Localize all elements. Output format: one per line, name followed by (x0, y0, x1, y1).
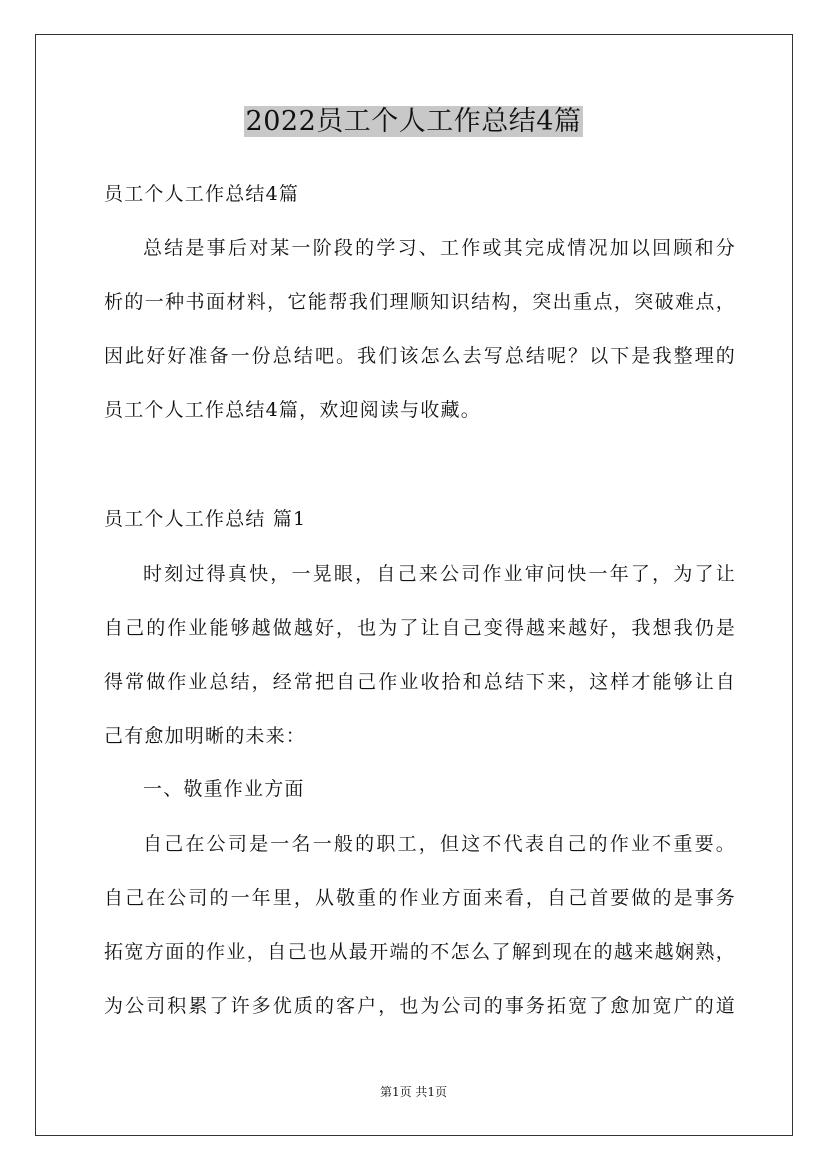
paragraph-line: 自己的作业能够越做越好，也为了让自己变得越来越好，我想我仍是 (104, 617, 736, 639)
intro-line: 员工个人工作总结4篇，欢迎阅读与收藏。 (104, 399, 481, 421)
subtitle: 员工个人工作总结4篇 (104, 183, 300, 205)
intro-line: 析的一种书面材料，它能帮我们理顺知识结构，突出重点，突破难点， (104, 291, 736, 313)
document-title-text: 2022员工个人工作总结4篇 (245, 106, 582, 137)
paragraph-line: 己有愈加明晰的未来： (104, 725, 307, 747)
document-title (0, 103, 827, 141)
paragraph-line: 时刻过得真快，一晃眼，自己来公司作业审问快一年了，为了让 (143, 563, 736, 585)
paragraph-line: 得常做作业总结，经常把自己作业收拾和总结下来，这样才能够让自 (104, 671, 736, 693)
page-footer: 第1页 共1页 (379, 1085, 448, 1099)
section-heading: 员工个人工作总结 篇1 (104, 508, 307, 530)
intro-line: 总结是事后对某一阶段的学习、工作或其完成情况加以回顾和分 (143, 237, 736, 259)
paragraph-line: 自己在公司的一年里，从敬重的作业方面来看，自己首要做的是事务 (104, 887, 736, 909)
paragraph-line: 拓宽方面的作业，自己也从最开端的不怎么了解到现在的越来越娴熟， (104, 941, 736, 963)
intro-line: 因此好好准备一份总结吧。我们该怎么去写总结呢？以下是我整理的 (104, 345, 736, 367)
subheading: 一、敬重作业方面 (143, 778, 305, 800)
paragraph-line: 为公司积累了许多优质的客户，也为公司的事务拓宽了愈加宽广的道 (104, 995, 736, 1017)
paragraph-line: 自己在公司是一名一般的职工，但这不代表自己的作业不重要。 (143, 833, 736, 855)
